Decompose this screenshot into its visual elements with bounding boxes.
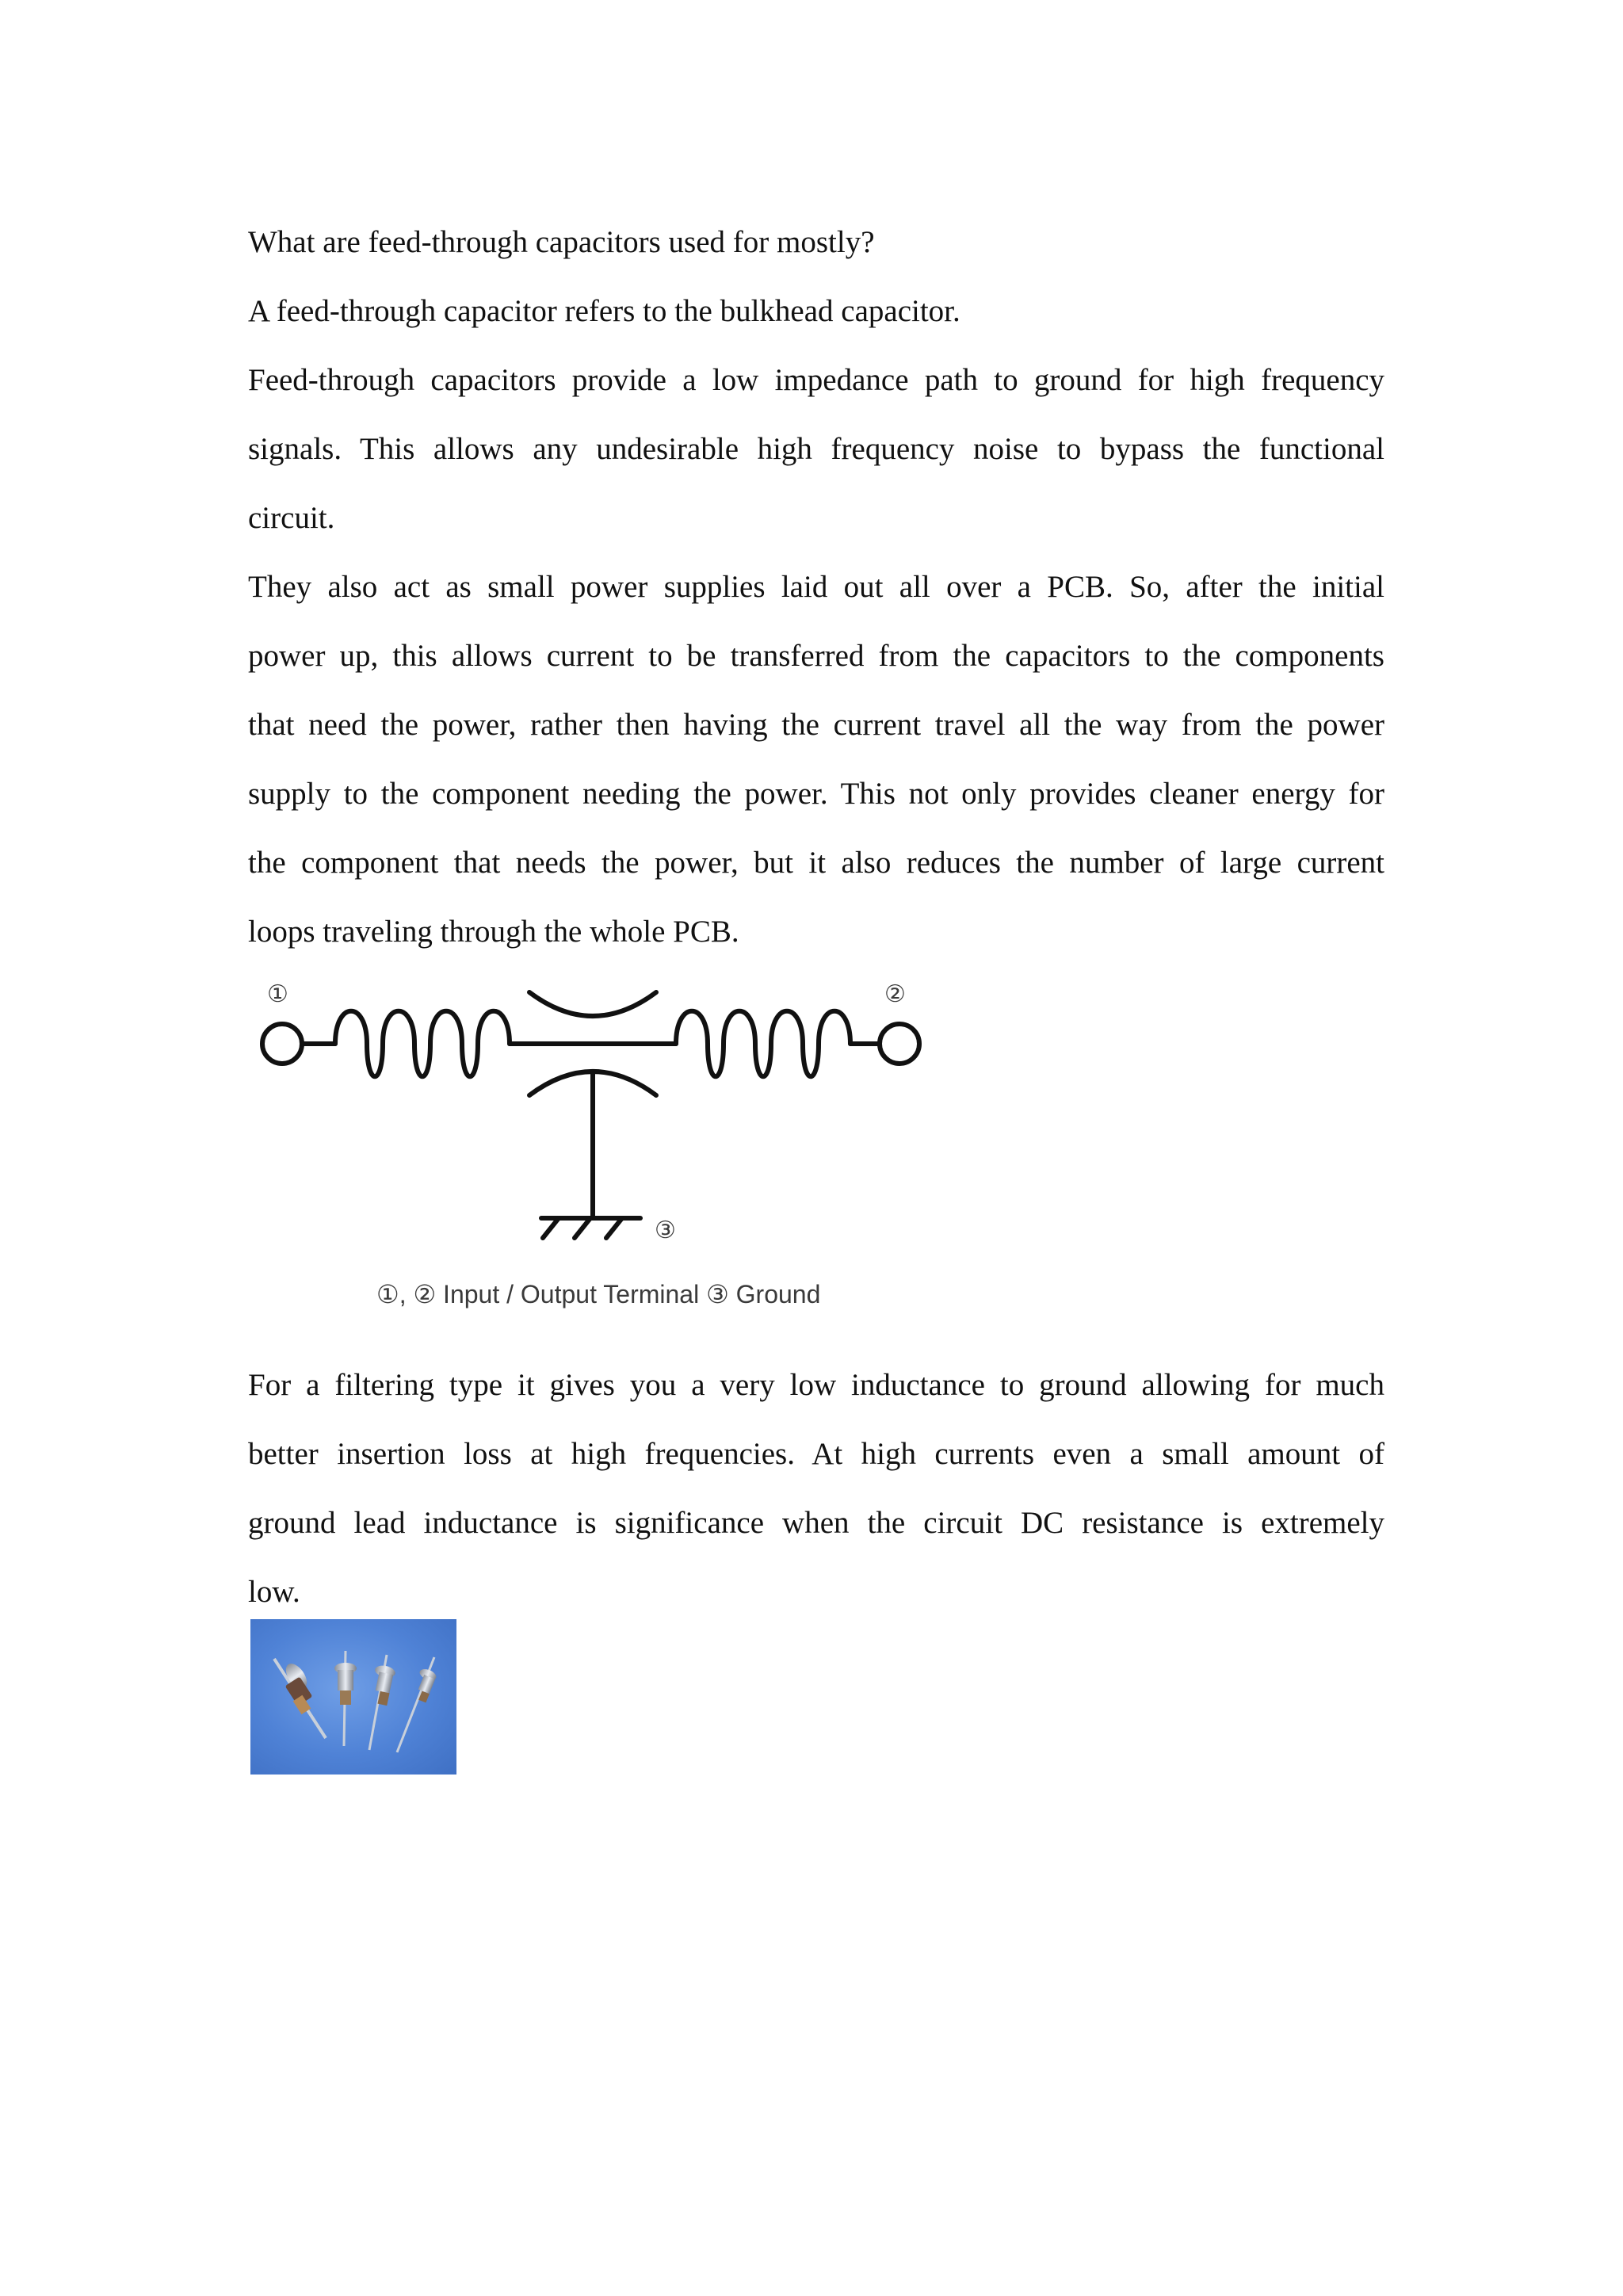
terminal-3-label: ③ <box>655 1217 676 1244</box>
paragraph-3 <box>248 1350 1384 1626</box>
terminal-1-circle <box>262 1024 302 1064</box>
paragraph-2-line-1: They also act as small power supplies laid out all over a PCB. So, after the initial <box>248 570 1384 604</box>
question-heading <box>248 208 1384 277</box>
capacitor-2 <box>334 1651 357 1746</box>
paragraph-2-line-2: power up, this allows current to be transferred from the capacitors to the components <box>248 639 1384 673</box>
capacitors-photo-svg <box>250 1619 456 1775</box>
schematic-caption: ①, ② Input / Output Terminal ③ Ground <box>376 1280 821 1308</box>
feed-through-capacitor-schematic <box>248 976 945 1317</box>
inductor-right <box>676 1011 850 1077</box>
question-line: What are feed-through capacitors used for mostly? <box>248 225 875 259</box>
paragraph-2-line-4: supply to the component needing the power. This not only provides cleaner energy for <box>248 777 1384 811</box>
paragraph-3-line-1: For a filtering type it gives you a very low inductance to ground allowing for much <box>248 1368 1384 1402</box>
paragraph-2 <box>248 552 1384 966</box>
intro-line: A feed-through capacitor refers to the bulkhead capacitor. <box>248 294 960 328</box>
paragraph-3-line-3: ground lead inductance is significance when the circuit DC resistance is extremely <box>248 1506 1384 1540</box>
feed-through-capacitors-photo <box>250 1619 456 1775</box>
capacitor-1 <box>274 1659 326 1738</box>
capacitor-4 <box>397 1657 437 1752</box>
terminal-1-label: ① <box>267 980 288 1008</box>
ground-hatch <box>543 1218 622 1238</box>
schematic-svg <box>248 976 945 1278</box>
intro-paragraph <box>248 277 1384 346</box>
paragraph-1-line-2: signals. This allows any undesirable high frequency noise to bypass the functional <box>248 432 1384 466</box>
paragraph-3-line-4: low. <box>248 1575 300 1609</box>
capacitor-upper-plate <box>529 992 656 1016</box>
paragraph-2-line-5: the component that needs the power, but it also reduces the number of large current <box>248 846 1384 880</box>
paragraph-2-line-3: that need the power, rather then having the current travel all the way from the power <box>248 708 1384 742</box>
paragraph-1-line-1: Feed-through capacitors provide a low impedance path to ground for high frequency <box>248 363 1384 397</box>
paragraph-2-line-6: loops traveling through the whole PCB. <box>248 915 739 949</box>
terminal-2-label: ② <box>884 980 906 1008</box>
paragraph-1 <box>248 346 1384 552</box>
terminal-2-circle <box>880 1024 919 1064</box>
paragraph-1-line-3: circuit. <box>248 501 335 535</box>
paragraph-3-line-2: better insertion loss at high frequencies. At high currents even a small amount of <box>248 1437 1384 1471</box>
inductor-left <box>335 1011 510 1077</box>
capacitor-3 <box>369 1655 396 1750</box>
